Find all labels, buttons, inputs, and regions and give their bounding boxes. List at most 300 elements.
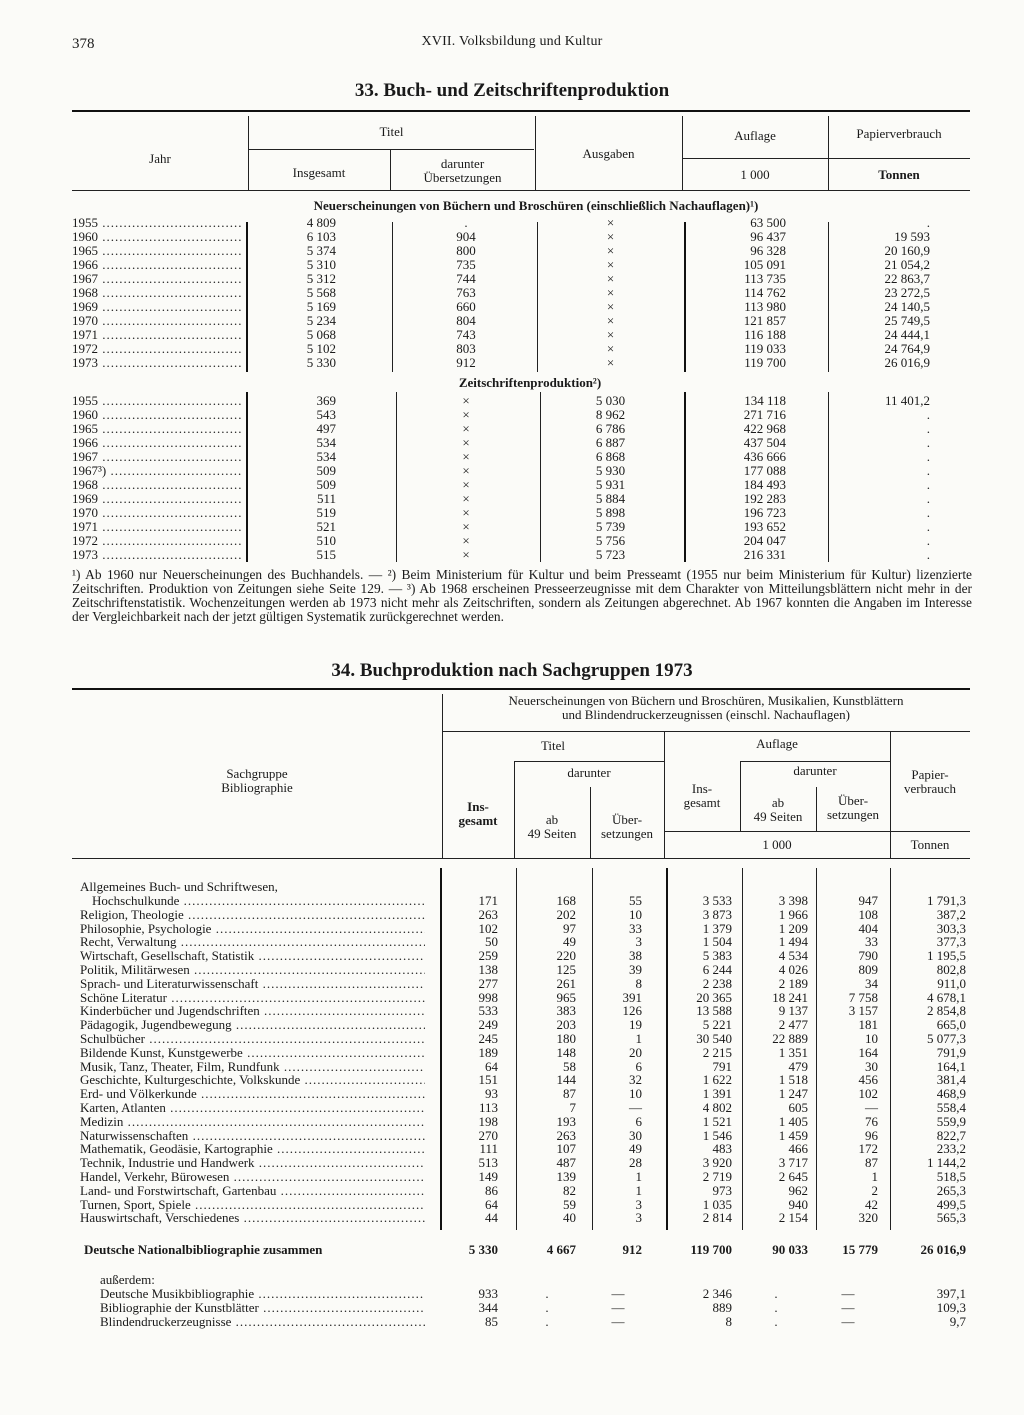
- sachgruppe-label: Land- und Forstwirtschaft, Gartenbau .....: [80, 1184, 425, 1198]
- header-ab1-auflage: ab: [771, 795, 785, 810]
- table-row: [72, 422, 972, 436]
- cell-titel-insgesamt: 149: [478, 1169, 498, 1184]
- year-label: 1968 .....: [72, 286, 242, 300]
- table-row: [72, 230, 972, 244]
- sachgruppe-label: Schöne Literatur .....: [80, 991, 425, 1005]
- cell-papier: 11 401,2: [884, 393, 930, 408]
- cell-titel-uebersetzungen: 1: [635, 1169, 642, 1184]
- cell-ausgaben: 6 887: [595, 435, 626, 450]
- cell-papier: .: [926, 435, 930, 450]
- cell-ausgaben: 5 884: [595, 491, 626, 506]
- cell-ausgaben: 5 756: [595, 533, 626, 548]
- header-titel-34: Titel: [540, 738, 566, 753]
- cell-insgesamt: 5 068: [306, 327, 336, 342]
- cell-auflage-ab49: 4 534: [778, 948, 808, 964]
- cell-auflage: 105 091: [743, 257, 786, 272]
- cell-titel-insgesamt: 198: [478, 1113, 498, 1129]
- cell-ausgaben: ×: [606, 355, 615, 370]
- cell-uebersetzungen: 912: [456, 355, 476, 370]
- table-row: [72, 977, 972, 991]
- cell-uebersetzungen: ×: [462, 463, 470, 478]
- cell-auflage-ab49: 466: [788, 1141, 808, 1157]
- cell-auflage: 134 118: [744, 393, 786, 408]
- cell-insgesamt: 510: [316, 533, 336, 548]
- cell-titel-ab49: 49: [563, 934, 576, 950]
- header-ueb1-auflage: Über-: [837, 793, 869, 808]
- cell-papierverbrauch: 565,3: [936, 1210, 966, 1226]
- cell-titel-insgesamt: 513: [478, 1155, 498, 1171]
- cell-auflage: 114 762: [744, 285, 786, 300]
- header-darunter: darunter: [440, 156, 485, 171]
- sachgruppe-label: Politik, Militärwesen .....: [80, 963, 425, 977]
- cell-titel-insgesamt: 277: [478, 975, 498, 991]
- cell-uebersetzungen: ×: [462, 421, 470, 436]
- table-row: [72, 1142, 972, 1156]
- cell-uebersetzungen: ×: [462, 435, 470, 450]
- cell-auflage-ab49: 90 033: [772, 1242, 808, 1257]
- cell-auflage-insgesamt: 1 504: [702, 934, 732, 950]
- cell-titel-ab49: 202: [556, 906, 576, 922]
- cell-titel-uebersetzungen: 1: [635, 1182, 642, 1198]
- sachgruppe-label: Medizin .....: [80, 1115, 425, 1129]
- table-row: [72, 1156, 972, 1170]
- cell-auflage-ab49: 22 889: [772, 1031, 808, 1046]
- cell-auflage-uebersetzungen: 3 157: [848, 1003, 878, 1019]
- sachgruppe-label: Naturwissenschaften .....: [80, 1129, 425, 1143]
- cell-insgesamt: 515: [316, 547, 336, 562]
- cell-titel-ab49: 180: [556, 1031, 576, 1046]
- cell-auflage-uebersetzungen: —: [841, 1300, 855, 1315]
- header-unit-1000: 1 000: [762, 837, 792, 852]
- cell-uebersetzungen: ×: [462, 505, 470, 520]
- sachgruppe-label: Erd- und Völkerkunde .....: [80, 1087, 425, 1101]
- cell-titel-uebersetzungen: 3: [635, 1210, 642, 1226]
- cell-titel-ab49: 487: [556, 1155, 576, 1171]
- cell-titel-ab49: 125: [556, 962, 576, 977]
- table-row: [72, 1073, 972, 1087]
- year-label: 1955 .....: [72, 394, 242, 408]
- header-ins1-titel: Ins-: [467, 799, 489, 814]
- running-head: XVII. Volksbildung und Kultur: [421, 34, 603, 49]
- cell-auflage-uebersetzungen: 404: [858, 920, 878, 936]
- cell-ausgaben: 5 930: [595, 463, 626, 478]
- cell-auflage-ab49: 1 247: [778, 1086, 808, 1102]
- cell-insgesamt: 521: [316, 519, 336, 534]
- cell-titel-uebersetzungen: —: [611, 1314, 625, 1329]
- cell-auflage-insgesamt: 3 873: [702, 906, 732, 922]
- cell-titel-insgesamt: 171: [478, 893, 498, 908]
- cell-titel-insgesamt: 151: [478, 1072, 498, 1088]
- sachgruppe-label: Deutsche Musikbibliographie .....: [100, 1287, 425, 1301]
- cell-papierverbrauch: 265,3: [936, 1182, 966, 1198]
- cell-titel-uebersetzungen: 28: [629, 1155, 642, 1171]
- cell-titel-ab49: 139: [556, 1169, 576, 1184]
- cell-titel-uebersetzungen: 20: [629, 1044, 642, 1060]
- cell-insgesamt: 5 312: [306, 271, 336, 286]
- cell-titel-insgesamt: 259: [478, 948, 498, 964]
- cell-papierverbrauch: 559,9: [936, 1113, 966, 1129]
- cell-auflage-uebersetzungen: —: [841, 1314, 855, 1329]
- cell-titel-insgesamt: 44: [485, 1210, 498, 1226]
- header-ins2-titel: gesamt: [458, 813, 498, 828]
- cell-titel-insgesamt: 111: [479, 1141, 498, 1157]
- cell-uebersetzungen: ×: [462, 533, 470, 548]
- header-auflage: Auflage: [734, 128, 776, 143]
- cell-auflage-ab49: 2 477: [778, 1017, 808, 1033]
- table-row: [72, 1170, 972, 1184]
- sachgruppe-label: Philosophie, Psychologie .....: [80, 922, 425, 936]
- cell-titel-uebersetzungen: 126: [622, 1003, 642, 1019]
- table-row: [72, 506, 972, 520]
- header-darunter-titel: darunter: [567, 765, 611, 780]
- sachgruppe-label: Religion, Theologie .....: [80, 908, 425, 922]
- cell-insgesamt: 369: [316, 393, 336, 408]
- cell-insgesamt: 5 102: [306, 341, 336, 356]
- cell-insgesamt: 5 330: [306, 355, 336, 370]
- cell-auflage: 116 188: [744, 327, 786, 342]
- cell-papierverbrauch: 499,5: [936, 1196, 966, 1212]
- table-row: [72, 1315, 972, 1329]
- cell-auflage-ab49: 1 494: [778, 934, 808, 950]
- cell-papier: 23 272,5: [884, 285, 930, 300]
- cell-auflage-ab49: 1 459: [778, 1127, 808, 1143]
- cell-auflage-insgesamt: 1 546: [702, 1127, 732, 1143]
- cell-titel-ab49: 220: [556, 948, 576, 964]
- header-ausgaben: Ausgaben: [582, 146, 635, 161]
- cell-auflage: 192 283: [743, 491, 786, 506]
- header-ueb2-auflage: setzungen: [827, 807, 879, 822]
- cell-papierverbrauch: 1 144,2: [927, 1155, 966, 1171]
- year-label: 1969 .....: [72, 492, 242, 506]
- cell-uebersetzungen: 735: [456, 257, 476, 272]
- cell-papier: 21 054,2: [884, 257, 930, 272]
- cell-titel-insgesamt: 113: [478, 1100, 498, 1115]
- cell-titel-uebersetzungen: 3: [635, 934, 642, 950]
- cell-papier: .: [926, 421, 930, 436]
- cell-auflage: 422 968: [743, 421, 786, 436]
- cell-auflage-insgesamt: 791: [712, 1058, 732, 1074]
- header-darunter-auflage: darunter: [793, 763, 837, 778]
- cell-auflage-uebersetzungen: 34: [865, 975, 878, 991]
- cell-uebersetzungen: 803: [456, 341, 476, 356]
- table-row: [72, 922, 972, 936]
- cell-titel-uebersetzungen: 8: [635, 975, 642, 991]
- cell-papier: .: [926, 477, 930, 492]
- cell-titel-ab49: 193: [556, 1113, 576, 1129]
- table-row: [72, 1287, 972, 1301]
- table-row: [72, 356, 972, 370]
- table-row: [72, 963, 972, 977]
- table-row: [72, 300, 972, 314]
- cell-auflage-ab49: 4 026: [778, 962, 808, 977]
- cell-titel-uebersetzungen: 55: [629, 893, 642, 908]
- cell-insgesamt: 4 809: [306, 215, 336, 230]
- cell-titel-uebersetzungen: —: [611, 1286, 625, 1301]
- cell-ausgaben: 8 962: [595, 407, 626, 422]
- header-ins1-auflage: Ins-: [691, 781, 713, 796]
- cell-papierverbrauch: 822,7: [936, 1127, 966, 1143]
- cell-ausgaben: 6 868: [595, 449, 626, 464]
- header-top-line2: und Blindendruckerzeugnissen (einschl. Nachauflagen): [561, 707, 851, 722]
- cell-titel-uebersetzungen: 391: [622, 989, 642, 1005]
- cell-auflage-uebersetzungen: 96: [865, 1127, 878, 1143]
- cell-papier: 24 444,1: [884, 327, 930, 342]
- cell-uebersetzungen: ×: [462, 519, 470, 534]
- cell-papier: .: [926, 491, 930, 506]
- cell-insgesamt: 5 310: [306, 257, 336, 272]
- cell-titel-insgesamt: 138: [478, 962, 498, 977]
- sachgruppe-label: Hauswirtschaft, Verschiedenes .....: [80, 1211, 425, 1225]
- table-row: [72, 478, 972, 492]
- cell-auflage-uebersetzungen: —: [841, 1286, 855, 1301]
- cell-titel-ab49: 965: [556, 989, 576, 1005]
- cell-auflage-insgesamt: 2 814: [702, 1210, 732, 1226]
- cell-uebersetzungen: ×: [462, 547, 470, 562]
- year-label: 1971 .....: [72, 520, 242, 534]
- cell-auflage-insgesamt: 20 365: [696, 989, 732, 1005]
- table-row: [72, 436, 972, 450]
- cell-papierverbrauch: 518,5: [936, 1169, 966, 1184]
- cell-auflage-ab49: 940: [788, 1196, 808, 1212]
- cell-insgesamt: 5 568: [306, 285, 336, 300]
- cell-ausgaben: ×: [606, 299, 615, 314]
- cell-auflage: 119 700: [744, 355, 786, 370]
- cell-insgesamt: 5 234: [306, 313, 336, 328]
- cell-papierverbrauch: 1 195,5: [927, 948, 966, 964]
- table33-title: 33. Buch- und Zeitschriftenproduktion: [354, 80, 670, 101]
- table-row: [72, 1115, 972, 1129]
- cell-ausgaben: 5 931: [595, 477, 626, 492]
- cell-auflage-insgesamt: 889: [712, 1300, 732, 1315]
- cell-titel-uebersetzungen: —: [611, 1300, 625, 1315]
- cell-titel-ab49: .: [545, 1300, 549, 1315]
- cell-insgesamt: 534: [316, 449, 336, 464]
- cell-auflage-uebersetzungen: 2: [871, 1182, 878, 1198]
- cell-papierverbrauch: 164,1: [936, 1058, 966, 1074]
- cell-auflage: 436 666: [743, 449, 786, 464]
- year-label: 1960 .....: [72, 408, 242, 422]
- header-papier-unit: Tonnen: [878, 167, 920, 182]
- header-ab2-auflage: 49 Seiten: [753, 809, 803, 824]
- cell-papier: .: [926, 215, 930, 230]
- cell-auflage: 113 980: [744, 299, 786, 314]
- cell-ausgaben: 5 723: [595, 547, 626, 562]
- cell-auflage-insgesamt: 2 215: [702, 1044, 732, 1060]
- year-label: 1973 .....: [72, 356, 242, 370]
- cell-auflage: 204 047: [743, 533, 786, 548]
- year-label: 1967³) .....: [72, 464, 242, 478]
- cell-auflage-insgesamt: 1 622: [702, 1072, 732, 1088]
- table-row: [72, 534, 972, 548]
- table-row: [72, 1060, 972, 1074]
- cell-titel-insgesamt: 344: [478, 1300, 498, 1315]
- sachgruppe-label: Wirtschaft, Gesellschaft, Statistik .....: [80, 949, 425, 963]
- cell-auflage: 121 857: [743, 313, 786, 328]
- table-row: [72, 272, 972, 286]
- header-titel: Titel: [379, 124, 404, 139]
- cell-auflage: 96 437: [750, 229, 786, 244]
- cell-titel-uebersetzungen: 39: [629, 962, 642, 977]
- cell-titel-ab49: 58: [563, 1058, 576, 1074]
- year-label: 1968 .....: [72, 478, 242, 492]
- cell-auflage-uebersetzungen: 1: [871, 1169, 878, 1184]
- cell-auflage-uebersetzungen: 181: [858, 1017, 878, 1033]
- cell-auflage: 119 033: [744, 341, 786, 356]
- header-papier2: verbrauch: [904, 781, 956, 796]
- band-zeitschriften: Zeitschriftenproduktion²): [458, 375, 602, 390]
- cell-titel-ab49: 148: [556, 1044, 576, 1060]
- sachgruppe-label: Bibliographie der Kunstblätter .....: [100, 1301, 425, 1315]
- cell-papier: .: [926, 463, 930, 478]
- cell-papierverbrauch: 26 016,9: [920, 1242, 966, 1257]
- cell-papier: 22 863,7: [884, 271, 930, 286]
- total-row: [72, 1243, 972, 1257]
- cell-titel-insgesamt: 85: [485, 1314, 498, 1329]
- cell-auflage-ab49: 3 398: [778, 893, 808, 908]
- cell-papierverbrauch: 1 791,3: [927, 893, 966, 908]
- year-label: 1967 .....: [72, 272, 242, 286]
- cell-titel-insgesamt: 933: [478, 1286, 498, 1301]
- cell-ausgaben: ×: [606, 229, 615, 244]
- cell-auflage-ab49: 18 241: [772, 989, 808, 1005]
- sachgruppe-label-line1: Allgemeines Buch- und Schriftwesen,: [80, 879, 278, 894]
- cell-auflage-insgesamt: 5 383: [702, 948, 732, 964]
- ausserdem-label: außerdem:: [100, 1272, 155, 1287]
- cell-insgesamt: 5 374: [306, 243, 336, 258]
- cell-titel-uebersetzungen: 30: [629, 1127, 642, 1143]
- table-row: [72, 328, 972, 342]
- sachgruppe-label: Deutsche Nationalbibliographie zusammen: [84, 1243, 323, 1257]
- cell-auflage-insgesamt: 119 700: [690, 1242, 732, 1257]
- header-papier: Papierverbrauch: [856, 126, 942, 141]
- cell-titel-insgesamt: 249: [478, 1017, 498, 1033]
- cell-auflage-uebersetzungen: 30: [865, 1058, 878, 1074]
- header-auflage-34: Auflage: [756, 736, 798, 751]
- table-row: [72, 1018, 972, 1032]
- cell-insgesamt: 534: [316, 435, 336, 450]
- cell-titel-ab49: 87: [563, 1086, 576, 1102]
- cell-papierverbrauch: 381,4: [936, 1072, 966, 1088]
- cell-titel-ab49: 97: [563, 920, 576, 936]
- table-row: [72, 1101, 972, 1115]
- cell-auflage-uebersetzungen: 456: [858, 1072, 878, 1088]
- cell-papier: .: [926, 533, 930, 548]
- cell-auflage: 193 652: [743, 519, 786, 534]
- cell-titel-uebersetzungen: 912: [622, 1242, 642, 1257]
- cell-ausgaben: 5 739: [595, 519, 626, 534]
- sachgruppe-label: Recht, Verwaltung .....: [80, 935, 425, 949]
- cell-titel-ab49: 144: [556, 1072, 576, 1088]
- cell-auflage-ab49: 479: [788, 1058, 808, 1074]
- table-row: [72, 492, 972, 506]
- year-label: 1965 .....: [72, 422, 242, 436]
- table-row: [72, 258, 972, 272]
- table-row: [72, 464, 972, 478]
- header-ueb1-titel: Über-: [611, 812, 643, 827]
- cell-auflage-uebersetzungen: 10: [865, 1031, 878, 1046]
- year-label: 1971 .....: [72, 328, 242, 342]
- cell-titel-uebersetzungen: 32: [629, 1072, 642, 1088]
- cell-ausgaben: ×: [606, 215, 615, 230]
- cell-uebersetzungen: 804: [456, 313, 476, 328]
- cell-titel-insgesamt: 93: [485, 1086, 498, 1102]
- cell-titel-ab49: 261: [556, 975, 576, 991]
- cell-auflage-ab49: 3 717: [778, 1155, 808, 1171]
- cell-papier: .: [926, 449, 930, 464]
- year-label: 1966 .....: [72, 258, 242, 272]
- cell-auflage: 271 716: [743, 407, 786, 422]
- year-label: 1972 .....: [72, 342, 242, 356]
- cell-papier: 26 016,9: [884, 355, 930, 370]
- cell-auflage: 184 493: [743, 477, 786, 492]
- cell-papierverbrauch: 5 077,3: [927, 1031, 966, 1046]
- table-row: [72, 450, 972, 464]
- cell-titel-ab49: 203: [556, 1017, 576, 1033]
- cell-titel-insgesamt: 86: [485, 1182, 498, 1198]
- year-label: 1960 .....: [72, 230, 242, 244]
- cell-ausgaben: ×: [606, 285, 615, 300]
- sachgruppe-label: Bildende Kunst, Kunstgewerbe .....: [80, 1046, 425, 1060]
- cell-uebersetzungen: 904: [456, 229, 476, 244]
- cell-papier: .: [926, 505, 930, 520]
- cell-auflage: 96 328: [750, 243, 786, 258]
- sachgruppe-label: Kinderbücher und Jugendschriften .....: [80, 1004, 425, 1018]
- cell-auflage-ab49: 605: [788, 1100, 808, 1115]
- table-row: [72, 408, 972, 422]
- table-row: [72, 1184, 972, 1198]
- cell-papier: 20 160,9: [884, 243, 930, 258]
- cell-papierverbrauch: 2 854,8: [927, 1003, 966, 1019]
- table-row: [72, 879, 972, 908]
- cell-titel-insgesamt: 263: [478, 906, 498, 922]
- page-number: 378: [72, 36, 95, 52]
- cell-auflage-ab49: 1 351: [778, 1044, 808, 1060]
- table33-footnote: ¹) Ab 1960 nur Neuerscheinungen des Buchhandels. — ²) Beim Ministerium für Kultur und beim Presseamt (1955 nur beim Ministerium für Kultur) lizenzierte Zeitschriften. Produktion von Zeitungen siehe Seite 129. — ³) Ab 1968 erscheinen Presseerzeugnisse mit dem Charakter von Mitteilungsblättern nicht mehr in der Zeitschriftenstatistik. Wochenzeitungen werden ab 1973 nicht mehr als Zeitschriften, sondern als Zeitungen abgerechnet. Ab 1967 konnten die Angaben im Interesse der Vergleichbarkeit nach der jetzt gültigen Systematik zurückgerechnet werden.: [72, 567, 972, 624]
- table-row: [72, 949, 972, 963]
- header-ab1-titel: ab: [545, 812, 559, 827]
- cell-titel-insgesamt: 50: [485, 934, 498, 950]
- cell-uebersetzungen: ×: [462, 393, 470, 408]
- cell-ausgaben: ×: [606, 257, 615, 272]
- cell-auflage-ab49: .: [774, 1314, 778, 1329]
- year-label: 1965 .....: [72, 244, 242, 258]
- cell-uebersetzungen: 660: [456, 299, 476, 314]
- cell-auflage-insgesamt: 483: [712, 1141, 732, 1157]
- cell-ausgaben: ×: [606, 243, 615, 258]
- year-label: 1970 .....: [72, 506, 242, 520]
- cell-papierverbrauch: 387,2: [936, 906, 966, 922]
- cell-auflage-insgesamt: 1 379: [702, 920, 732, 936]
- cell-auflage-uebersetzungen: —: [865, 1100, 878, 1115]
- table-row: [72, 1004, 972, 1018]
- cell-titel-uebersetzungen: 19: [629, 1017, 642, 1033]
- cell-auflage-insgesamt: 973: [712, 1182, 732, 1198]
- cell-papierverbrauch: 397,1: [936, 1286, 966, 1301]
- table-row: [72, 286, 972, 300]
- cell-uebersetzungen: ×: [462, 491, 470, 506]
- sachgruppe-label: Geschichte, Kulturgeschichte, Volkskunde .....: [80, 1073, 425, 1087]
- header-top-line1: Neuerscheinungen von Büchern und Broschüren, Musikalien, Kunstblättern: [508, 693, 904, 708]
- cell-papierverbrauch: 303,3: [936, 920, 966, 936]
- cell-titel-ab49: 107: [556, 1141, 576, 1157]
- cell-uebersetzungen: .: [464, 215, 468, 230]
- sachgruppe-label: Sprach- und Literaturwissenschaft .....: [80, 977, 425, 991]
- cell-uebersetzungen: ×: [462, 407, 470, 422]
- cell-auflage-ab49: 1 966: [778, 906, 808, 922]
- sachgruppe-label: Musik, Tanz, Theater, Film, Rundfunk .....: [80, 1060, 425, 1074]
- cell-auflage-insgesamt: 8: [725, 1314, 732, 1329]
- table-row: [72, 342, 972, 356]
